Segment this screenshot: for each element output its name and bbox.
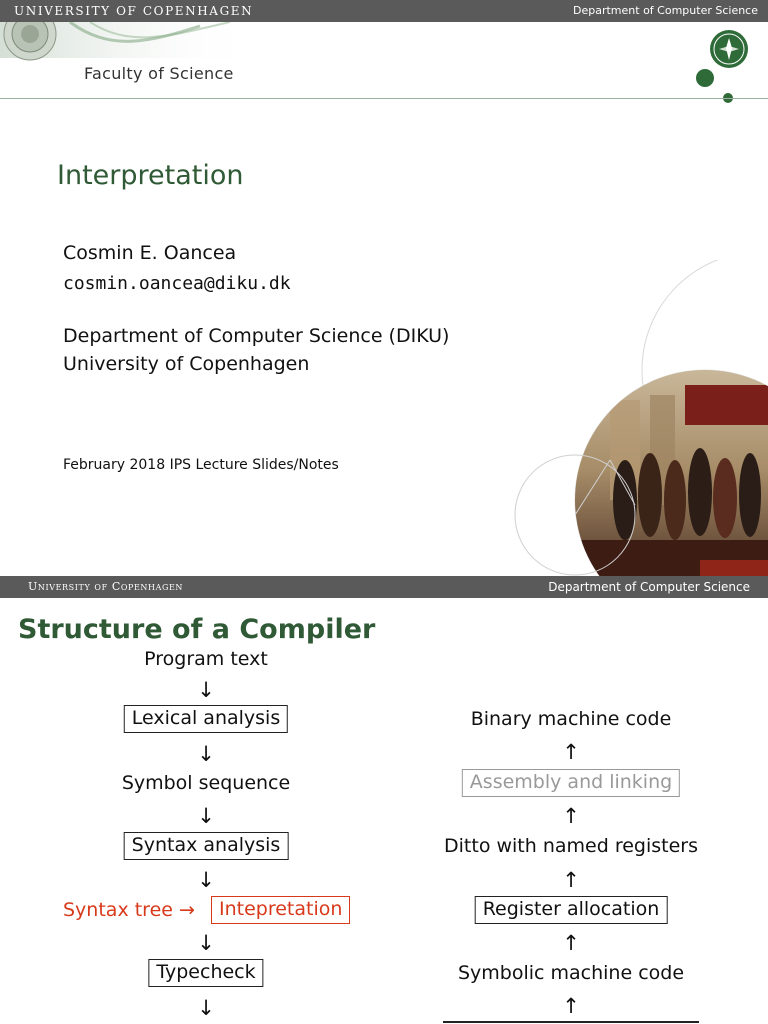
lexical-analysis-box: Lexical analysis <box>124 705 288 733</box>
syntax-tree-label <box>63 899 195 921</box>
arrow-up-icon: ↑ <box>562 868 580 892</box>
header-bar <box>0 0 768 22</box>
slide-title: Interpretation <box>57 160 244 191</box>
arrow-right-icon: → <box>179 899 195 921</box>
arrow-up-icon: ↑ <box>562 804 580 828</box>
seal-banner-graphic <box>0 22 260 70</box>
typecheck-box: Typecheck <box>148 959 263 987</box>
footer-university: University of Copenhagen <box>28 580 184 593</box>
syntax-tree-text: Syntax tree <box>63 899 173 921</box>
university-line: University of Copenhagen <box>63 353 310 375</box>
header-department: Department of Computer Science <box>573 4 758 17</box>
named-registers-label: Ditto with named registers <box>444 835 698 857</box>
footer-department: Department of Computer Science <box>548 580 750 594</box>
painting-circle-graphic <box>500 260 768 576</box>
register-allocation-box: Register allocation <box>475 896 668 924</box>
assembly-linking-box: Assembly and linking <box>462 769 680 797</box>
syntax-analysis-box: Syntax analysis <box>124 832 289 860</box>
arrow-down-icon: ↓ <box>197 742 215 766</box>
program-text-label: Program text <box>144 648 268 670</box>
arrow-up-icon: ↑ <box>562 740 580 764</box>
author-email: cosmin.oancea@diku.dk <box>63 273 291 294</box>
arrow-up-icon: ↑ <box>562 931 580 955</box>
header-university: UNIVERSITY OF COPENHAGEN <box>14 4 254 18</box>
university-seal-logo <box>692 26 762 106</box>
footer-bar <box>0 576 768 598</box>
author-name: Cosmin E. Oancea <box>63 242 237 264</box>
interpretation-box: Intepretation <box>211 896 350 924</box>
faculty-label: Faculty of Science <box>84 64 234 83</box>
arrow-up-icon: ↑ <box>562 994 580 1018</box>
department-line: Department of Computer Science (DIKU) <box>63 325 450 347</box>
slide-title: Structure of a Compiler <box>18 614 376 645</box>
arrow-down-icon: ↓ <box>197 996 215 1020</box>
header-divider <box>0 98 768 99</box>
arrow-down-icon: ↓ <box>197 678 215 702</box>
symbol-sequence-label: Symbol sequence <box>121 772 291 794</box>
next-box-top-edge <box>443 1021 699 1023</box>
binary-machine-code-label: Binary machine code <box>470 708 672 730</box>
arrow-down-icon: ↓ <box>197 931 215 955</box>
arrow-down-icon: ↓ <box>197 804 215 828</box>
arrow-down-icon: ↓ <box>197 868 215 892</box>
symbolic-machine-code-label: Symbolic machine code <box>457 962 685 984</box>
compiler-structure-slide <box>0 598 768 1024</box>
date-line: February 2018 IPS Lecture Slides/Notes <box>63 457 339 473</box>
